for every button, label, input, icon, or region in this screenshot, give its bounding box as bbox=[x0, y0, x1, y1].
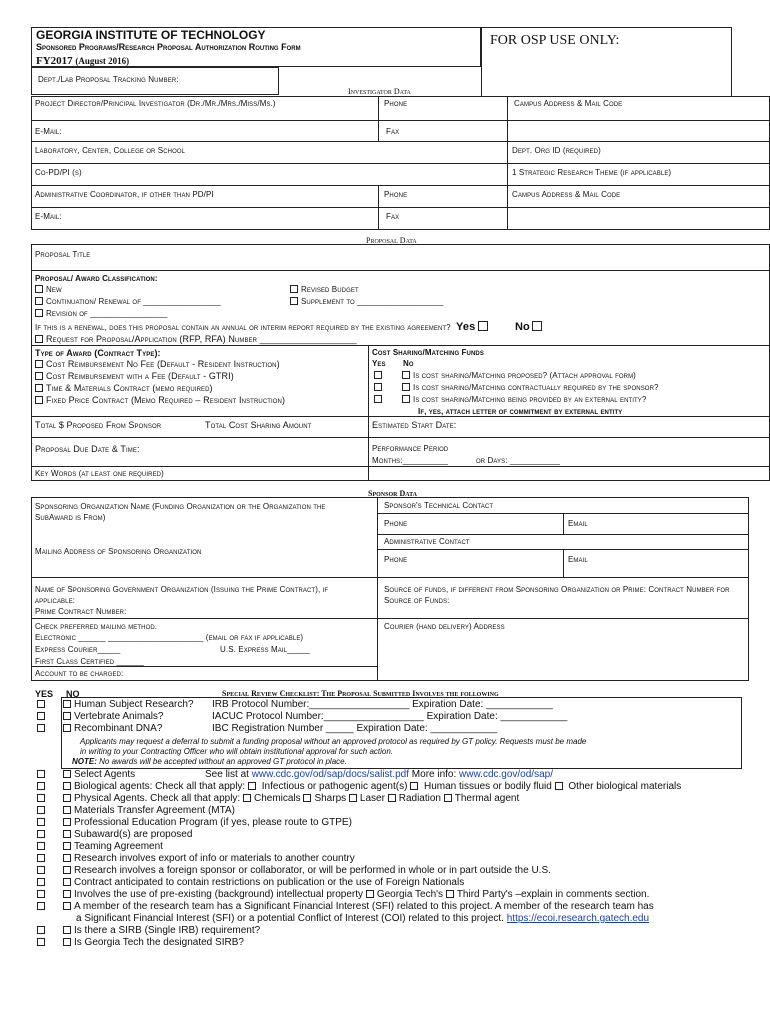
export-yes-checkbox[interactable] bbox=[37, 854, 45, 862]
total-cost-sharing-label: Total Cost Sharing Amount bbox=[205, 420, 312, 430]
subaward-yes-checkbox[interactable] bbox=[37, 830, 45, 838]
sirb-no-checkbox[interactable] bbox=[63, 926, 71, 934]
tissues-checkbox[interactable] bbox=[410, 782, 418, 790]
radiation-checkbox[interactable] bbox=[388, 794, 396, 802]
renewal-question: If this is a renewal, does this proposal contain an annual or interim report required by the existing agreement? Yes No bbox=[35, 321, 545, 333]
admin-campus-label: Campus Address & Mail Code bbox=[512, 190, 621, 199]
foreign-row: Research involves a foreign sponsor or collaborator, or will be performed in whole or in part outside the U.S. bbox=[37, 865, 551, 876]
deferral-note-3: NOTE: No awards will be accepted without an approved GT protocol in place. bbox=[72, 757, 347, 766]
irb-field[interactable]: IRB Protocol Number:__________________ Expiration Date: ____________ bbox=[212, 699, 553, 710]
cost-sharing-label: Cost Sharing/Matching Funds bbox=[372, 348, 484, 357]
admin-coordinator-label: Administrative Coordinator, if other than PD/PI bbox=[35, 190, 214, 199]
select-agents-yes-checkbox[interactable] bbox=[37, 770, 45, 778]
cs-item-3: Is cost sharing/Matching being provided by an external entity? bbox=[374, 395, 646, 404]
prop-rule-3 bbox=[31, 416, 770, 417]
sp-vrule-2 bbox=[563, 549, 564, 577]
human-subject-row: Human Subject Research? bbox=[37, 699, 194, 710]
physical-yes-checkbox[interactable] bbox=[37, 794, 45, 802]
teaming-row: Teaming Agreement bbox=[37, 841, 163, 852]
mailing-address-label: Mailing Address of Sponsoring Organization bbox=[35, 547, 202, 556]
pi-label: Project Director/Principal Investigator (Dr./Mr./Mrs./Miss/Ms.) bbox=[35, 99, 276, 108]
admin-fax-label: Fax bbox=[386, 212, 400, 221]
mailing-method-label: Check preferred mailing method. bbox=[35, 622, 158, 631]
vertebrate-yes-checkbox[interactable] bbox=[37, 712, 45, 720]
inv-rule-4 bbox=[31, 185, 770, 186]
sfi-row-2: a Significant Financial Interest (SFI) or a potential Conflict of Interest (COI) related to this project. https://ecoi.research.gatech.edu bbox=[76, 913, 650, 924]
renewal-yes-checkbox[interactable] bbox=[478, 321, 488, 331]
cs-2-no-checkbox[interactable] bbox=[402, 383, 410, 391]
rfp-checkbox[interactable] bbox=[35, 335, 43, 343]
prop-rule-5 bbox=[31, 466, 770, 467]
us-express-option[interactable]: U.S. Express Mail_____ bbox=[220, 645, 310, 654]
express-courier-option[interactable]: Express Courier_____ bbox=[35, 645, 121, 654]
ip-no-checkbox[interactable] bbox=[63, 890, 71, 898]
award-type-label: Type of Award (Contract Type): bbox=[35, 348, 161, 358]
sap-link[interactable]: www.cdc.gov/od/sap/ bbox=[459, 769, 553, 780]
iacuc-field[interactable]: IACUC Protocol Number:__________________ Expiration Date: ____________ bbox=[212, 711, 568, 722]
inv-rule-3 bbox=[31, 163, 770, 164]
inv-vrule-1 bbox=[378, 96, 379, 141]
revised-budget-checkbox[interactable] bbox=[290, 285, 298, 293]
award-type-4-checkbox[interactable] bbox=[35, 396, 43, 404]
third-party-ip-checkbox[interactable] bbox=[446, 890, 454, 898]
sponsor-section-title: Sponsor Data bbox=[368, 489, 418, 498]
designated-no-checkbox[interactable] bbox=[63, 938, 71, 946]
tech-contact-label: Sponsor's Technical Contact bbox=[384, 501, 494, 510]
admin-phone-field-label: Phone bbox=[384, 555, 408, 564]
cs-1-yes-checkbox[interactable] bbox=[374, 371, 382, 379]
award-type-1[interactable]: Cost Reimbursement No Fee (Default - Resident Instruction) bbox=[35, 359, 280, 369]
renewal-no-checkbox[interactable] bbox=[532, 321, 542, 331]
months-field[interactable]: Months:__________ bbox=[372, 456, 449, 465]
biological-row: Biological agents: Check all that apply: Infectious or pathogenic agent(s) Human tissues or bodily fluid Other biological materials bbox=[37, 781, 681, 792]
award-type-3[interactable]: Time & Materials Contract (memo required) bbox=[35, 383, 213, 393]
proposal-title-label: Proposal Title bbox=[35, 250, 91, 259]
cs-1-no-checkbox[interactable] bbox=[402, 371, 410, 379]
coi-link[interactable]: https://ecoi.research.gatech.edu bbox=[506, 913, 650, 924]
infectious-checkbox[interactable] bbox=[248, 782, 256, 790]
tracking-number-label: Dept./Lab Proposal Tracking Number: bbox=[38, 75, 179, 84]
form-title: Sponsored Programs/Research Proposal Authorization Routing Form bbox=[36, 42, 301, 52]
select-agents-row: Select Agents bbox=[37, 769, 135, 780]
sp-vrule-1 bbox=[563, 513, 564, 534]
pi-phone-label: Phone bbox=[384, 99, 408, 108]
new-checkbox[interactable] bbox=[35, 285, 43, 293]
gov-org-label: Name of Sponsoring Government Organization (Issuing the Prime Contract), if applicable: bbox=[35, 585, 329, 605]
due-date-label: Proposal Due Date & Time: bbox=[35, 444, 140, 454]
award-type-2-checkbox[interactable] bbox=[35, 372, 43, 380]
teaming-no-checkbox[interactable] bbox=[63, 842, 71, 850]
vertebrate-row: Vertebrate Animals? bbox=[37, 711, 164, 722]
tech-phone-label: Phone bbox=[384, 519, 408, 528]
electronic-option[interactable]: Electronic ______ _____________________ (email or fax if applicable) bbox=[35, 633, 304, 642]
professional-yes-checkbox[interactable] bbox=[37, 818, 45, 826]
deferral-note-2: in writing to your Contracting Officer who will obtain institutional approval for such action. bbox=[80, 747, 394, 756]
recombinant-row: Recombinant DNA? bbox=[37, 723, 162, 734]
physical-row: Physical Agents. Check all that apply: Chemicals Sharps Laser Radiation Thermal agent bbox=[37, 793, 519, 804]
professional-no-checkbox[interactable] bbox=[63, 818, 71, 826]
total-proposed-label: Total $ Proposed From Sponsor bbox=[35, 420, 162, 430]
sponsor-vrule bbox=[377, 497, 378, 681]
sfi-yes-checkbox[interactable] bbox=[37, 902, 45, 910]
review-yes-header: YES bbox=[35, 689, 54, 699]
tech-email-label: Email bbox=[568, 519, 588, 528]
review-title: Special Review Checklist: The Proposal Submitted Involves the following bbox=[222, 689, 499, 698]
mta-no-checkbox[interactable] bbox=[63, 806, 71, 814]
export-row: Research involves export of info or materials to another country bbox=[37, 853, 355, 864]
sp-rule-r2 bbox=[377, 534, 749, 535]
prop-vrule bbox=[368, 345, 369, 481]
sp-rule-1 bbox=[31, 577, 749, 578]
physical-no-checkbox[interactable] bbox=[63, 794, 71, 802]
copd-label: Co-PD/PI (s) bbox=[35, 168, 82, 177]
cs-3-no-checkbox[interactable] bbox=[402, 395, 410, 403]
other-bio-checkbox[interactable] bbox=[555, 782, 563, 790]
vertebrate-no-checkbox[interactable] bbox=[63, 712, 71, 720]
revision-checkbox[interactable] bbox=[35, 309, 43, 317]
option-supplement[interactable]: Supplement to ___________________ bbox=[290, 297, 444, 306]
pi-campus-label: Campus Address & Mail Code bbox=[514, 99, 623, 108]
option-continuation[interactable]: Continuation/ Renewal of _________________ bbox=[35, 297, 221, 306]
institution-name: GEORGIA INSTITUTE OF TECHNOLOGY bbox=[36, 28, 266, 42]
subaward-row: Subaward(s) are proposed bbox=[37, 829, 192, 840]
sfi-row: A member of the research team has a Significant Financial Interest (SFI) related to this project. A member of the research team has bbox=[37, 901, 654, 912]
export-no-checkbox[interactable] bbox=[63, 854, 71, 862]
pi-fax-label: Fax bbox=[386, 127, 400, 136]
prop-rule-1 bbox=[31, 270, 770, 271]
recombinant-yes-checkbox[interactable] bbox=[37, 724, 45, 732]
deferral-note-1: Applicants may request a deferral to submit a funding proposal without an approved protocol as required by GT policy. Requests must be made bbox=[80, 737, 587, 746]
chemicals-checkbox[interactable] bbox=[243, 794, 251, 802]
inv-rule-5 bbox=[31, 207, 770, 208]
cs-yes-header: Yes bbox=[372, 359, 386, 368]
account-label: Account to be charged: bbox=[35, 669, 124, 678]
inv-rule-2 bbox=[31, 141, 770, 142]
rfp-line[interactable]: Request for Proposal/Application (RFP, RFA) Number ___________________ bbox=[35, 334, 357, 344]
cs-item-1: Is cost sharing/Matching proposed? (Attach approval form) bbox=[374, 371, 636, 380]
laser-checkbox[interactable] bbox=[349, 794, 357, 802]
thermal-checkbox[interactable] bbox=[444, 794, 452, 802]
restrictions-row: Contract anticipated to contain restrictions on publication or the use of Foreign Nationals bbox=[37, 877, 464, 888]
restrictions-no-checkbox[interactable] bbox=[63, 878, 71, 886]
inv-vrule-2 bbox=[507, 96, 508, 230]
performance-period-label: Performance Period bbox=[372, 444, 449, 453]
sharps-checkbox[interactable] bbox=[303, 794, 311, 802]
investigator-section-title: Investigator Data bbox=[348, 87, 411, 96]
award-type-4[interactable]: Fixed Price Contract (Memo Required – Resident Instruction) bbox=[35, 395, 285, 405]
admin-contact-label: Administrative Contact bbox=[384, 537, 470, 546]
option-new[interactable]: New bbox=[35, 285, 62, 294]
human-yes-checkbox[interactable] bbox=[37, 700, 45, 708]
inv-rule-1 bbox=[31, 120, 770, 121]
first-class-option[interactable]: First Class Certified ______ bbox=[35, 657, 144, 666]
ibc-field[interactable]: IBC Registration Number _____ Expiration Date: ____________ bbox=[212, 723, 498, 734]
days-field[interactable]: or Days: ___________ bbox=[476, 456, 560, 465]
osp-use-label: FOR OSP USE ONLY: bbox=[490, 33, 620, 48]
gt-ip-checkbox[interactable] bbox=[366, 890, 374, 898]
sp-rule-3 bbox=[31, 666, 377, 667]
sfi-no-checkbox[interactable] bbox=[63, 902, 71, 910]
salist-link[interactable]: www.cdc.gov/od/sap/docs/salist.pdf bbox=[251, 769, 410, 780]
ip-row: Involves the use of pre-existing (background) intellectual property Georgia Tech's Third Party's –explain in comments section. bbox=[37, 889, 649, 900]
sponsor-org-label: Sponsoring Organization Name (Funding Organization or the Organization the SubAward is From) bbox=[35, 502, 326, 522]
subaward-no-checkbox[interactable] bbox=[63, 830, 71, 838]
lab-label: Laboratory, Center, College or School bbox=[35, 146, 186, 155]
sp-rule-2 bbox=[31, 618, 749, 619]
professional-row: Professional Education Program (if yes, please route to GTPE) bbox=[37, 817, 352, 828]
admin-email-label: E-Mail: bbox=[35, 212, 62, 221]
award-type-3-checkbox[interactable] bbox=[35, 384, 43, 392]
dept-org-label: Dept. Org ID (required) bbox=[512, 146, 601, 155]
foreign-no-checkbox[interactable] bbox=[63, 866, 71, 874]
prime-contract-label: Prime Contract Number: bbox=[35, 607, 127, 616]
bio-yes-checkbox[interactable] bbox=[37, 782, 45, 790]
inv-vrule-3 bbox=[378, 185, 379, 230]
bio-no-checkbox[interactable] bbox=[63, 782, 71, 790]
select-agents-links: See list at www.cdc.gov/od/sap/docs/salist.pdf More info: www.cdc.gov/od/sap/ bbox=[205, 769, 553, 780]
cs-note: If, yes, attach letter of commitment by external entity bbox=[418, 407, 623, 416]
human-no-checkbox[interactable] bbox=[63, 700, 71, 708]
admin-phone-label: Phone bbox=[384, 190, 408, 199]
source-funds-label: Source of funds, if different from Sponsoring Organization or Prime: Contract Number for Source of Funds: bbox=[384, 585, 730, 605]
cs-no-header: No bbox=[403, 359, 414, 368]
sirb-yes-checkbox[interactable] bbox=[37, 926, 45, 934]
mta-row: Materials Transfer Agreement (MTA) bbox=[37, 805, 235, 816]
cs-3-yes-checkbox[interactable] bbox=[374, 395, 382, 403]
pi-email-label: E-Mail: bbox=[35, 127, 62, 136]
proposal-section-title: Proposal Data bbox=[366, 236, 417, 245]
prop-rule-2 bbox=[31, 345, 770, 346]
restrictions-yes-checkbox[interactable] bbox=[37, 878, 45, 886]
review-no-header: NO bbox=[66, 689, 80, 699]
designated-yes-checkbox[interactable] bbox=[37, 938, 45, 946]
teaming-yes-checkbox[interactable] bbox=[37, 842, 45, 850]
option-revision[interactable]: Revision of _________________ bbox=[35, 309, 167, 318]
foreign-yes-checkbox[interactable] bbox=[37, 866, 45, 874]
prop-rule-4 bbox=[31, 437, 770, 438]
select-agents-no-checkbox[interactable] bbox=[63, 770, 71, 778]
classification-label: Proposal/ Award Classification: bbox=[35, 274, 158, 283]
award-type-2[interactable]: Cost Reimbursement with a Fee (Default - GTRI) bbox=[35, 371, 234, 381]
theme-label: 1 Strategic Research Theme (if applicable) bbox=[512, 168, 672, 177]
ip-yes-checkbox[interactable] bbox=[37, 890, 45, 898]
start-date-label: Estimated Start Date: bbox=[372, 420, 457, 430]
fiscal-year: FY2017 (August 2016) bbox=[36, 55, 130, 67]
option-revised-budget[interactable]: Revised Budget bbox=[290, 285, 359, 294]
continuation-checkbox[interactable] bbox=[35, 297, 43, 305]
keywords-label: Key Words (at least one required) bbox=[35, 469, 164, 478]
courier-address-label: Courier (hand delivery) Address bbox=[384, 622, 505, 631]
sirb-row: Is there a SIRB (Single IRB) requirement? bbox=[37, 925, 260, 936]
award-type-1-checkbox[interactable] bbox=[35, 360, 43, 368]
designated-sirb-row: Is Georgia Tech the designated SIRB? bbox=[37, 937, 244, 948]
cs-2-yes-checkbox[interactable] bbox=[374, 383, 382, 391]
recombinant-no-checkbox[interactable] bbox=[63, 724, 71, 732]
admin-email-field-label: Email bbox=[568, 555, 588, 564]
mta-yes-checkbox[interactable] bbox=[37, 806, 45, 814]
cs-item-2: Is cost sharing/Matching contractually required by the sponsor? bbox=[374, 383, 659, 392]
supplement-checkbox[interactable] bbox=[290, 297, 298, 305]
